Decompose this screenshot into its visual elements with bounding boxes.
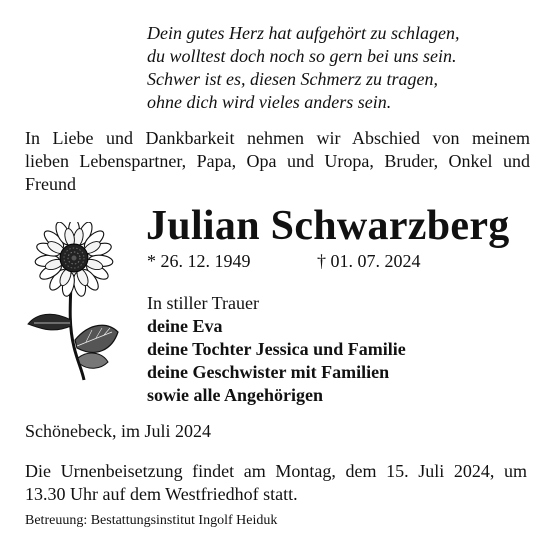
intro-line: In Liebe und Dankbarkeit nehmen wir Abschied von meinem [25, 128, 530, 148]
funeral-notice [25, 460, 527, 506]
mourner-line: deine Tochter Jessica und Familie [147, 339, 406, 359]
sunflower-icon [22, 222, 137, 382]
poem-line: Dein gutes Herz hat aufgehört zu schlagen, [147, 23, 460, 43]
intro-line: lieben Lebenspartner, Papa, Opa und Uropa, Bruder, Onkel und [25, 151, 530, 171]
funeral-line: Die Urnenbeisetzung findet am Montag, dem 15. Juli 2024, um [25, 461, 527, 481]
poem-line: du wolltest doch noch so gern bei uns sein. [147, 46, 457, 66]
farewell-intro [25, 127, 530, 196]
mourner-line: deine Geschwister mit Familien [147, 362, 390, 382]
deceased-name: Julian Schwarzberg [146, 203, 510, 249]
mourning-intro: In stiller Trauer [147, 293, 259, 313]
mourners-block [147, 292, 406, 407]
mourner-line: deine Eva [147, 316, 223, 336]
funeral-home-credit: Betreuung: Bestattungsinstitut Ingolf Heiduk [25, 513, 278, 528]
death-date: † 01. 07. 2024 [317, 251, 421, 271]
mourner-line: sowie alle Angehörigen [147, 385, 323, 405]
intro-line: Freund [25, 174, 76, 194]
funeral-line: 13.30 Uhr auf dem Westfriedhof statt. [25, 484, 298, 504]
birth-date: * 26. 12. 1949 [147, 251, 251, 271]
poem-line: Schwer ist es, diesen Schmerz zu tragen, [147, 69, 438, 89]
place-date: Schönebeck, im Juli 2024 [25, 421, 211, 441]
poem-line: ohne dich wird vieles anders sein. [147, 92, 392, 112]
poem-verse [147, 22, 459, 114]
